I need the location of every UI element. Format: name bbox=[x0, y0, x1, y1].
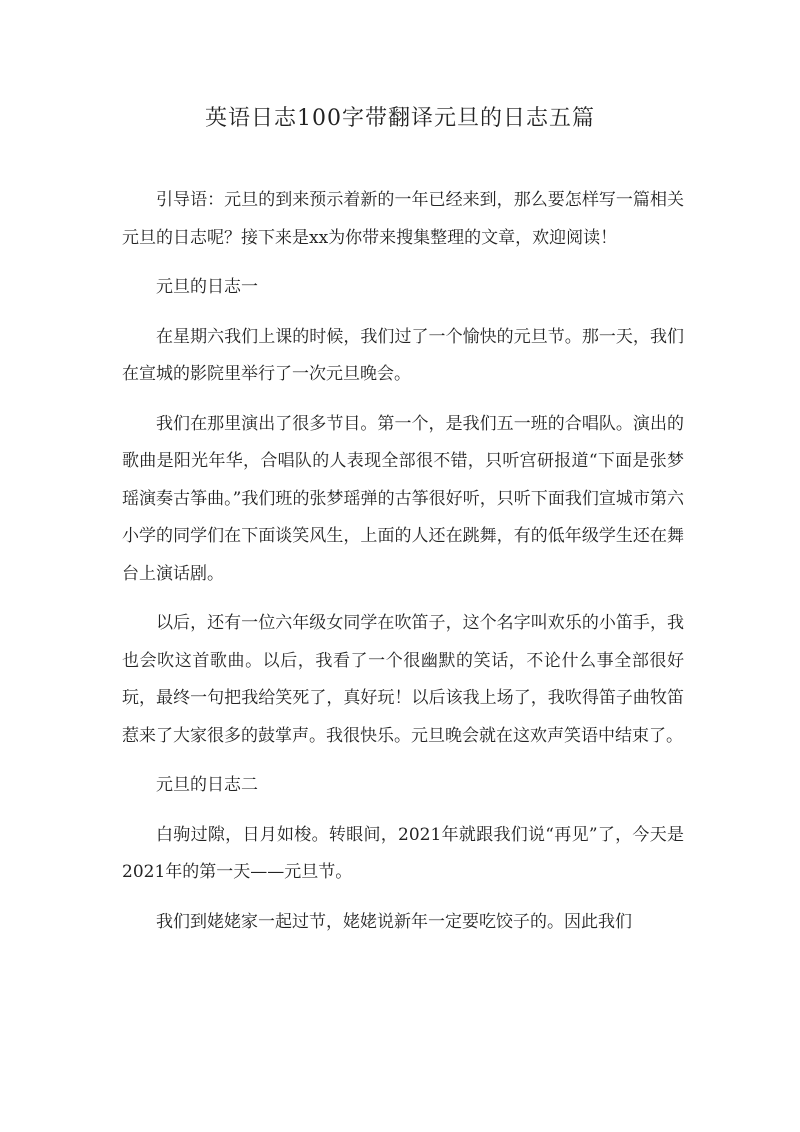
body-paragraph: 以后，还有一位六年级女同学在吹笛子，这个名字叫欢乐的小笛手，我也会吹这首歌曲。以后，我看了一个很幽默的笑话，不论什么事全部很好玩，最终一句把我给笑死了，真好玩！以后该我上场了，我吹得笛子曲牧笛惹来了大家很多的鼓掌声。我很快乐。元旦晚会就在这欢声笑语中结束了。 bbox=[122, 613, 684, 746]
document-title: 英语日志100字带翻译元旦的日志五篇 bbox=[205, 106, 595, 131]
section-heading-2: 元旦的日志二 bbox=[156, 775, 258, 795]
body-paragraph: 在星期六我们上课的时候，我们过了一个愉快的元旦节。那一天，我们在宣城的影院里举行了一次元旦晚会。 bbox=[122, 326, 684, 384]
body-paragraph: 白驹过隙，日月如梭。转眼间，2021年就跟我们说“再见”了，今天是2021年的第一天——元旦节。 bbox=[122, 824, 684, 882]
intro-paragraph: 引导语：元旦的到来预示着新的一年已经来到，那么要怎样写一篇相关元旦的日志呢？接下来是xx为你带来搜集整理的文章，欢迎阅读！ bbox=[122, 190, 684, 248]
section-heading-1: 元旦的日志一 bbox=[156, 277, 258, 297]
body-paragraph: 我们在那里演出了很多节目。第一个，是我们五一班的合唱队。演出的歌曲是阳光年华，合唱队的人表现全部很不错，只听宫研报道“下面是张梦瑶演奏古筝曲。”我们班的张梦瑶弹的古筝很好听，只听下面我们宣城市第六小学的同学们在下面谈笑风生，上面的人还在跳舞，有的低年级学生还在舞台上演话剧。 bbox=[122, 413, 684, 584]
document-body bbox=[122, 182, 684, 953]
body-paragraph: 我们到姥姥家一起过节，姥姥说新年一定要吃饺子的。因此我们 bbox=[156, 911, 632, 932]
